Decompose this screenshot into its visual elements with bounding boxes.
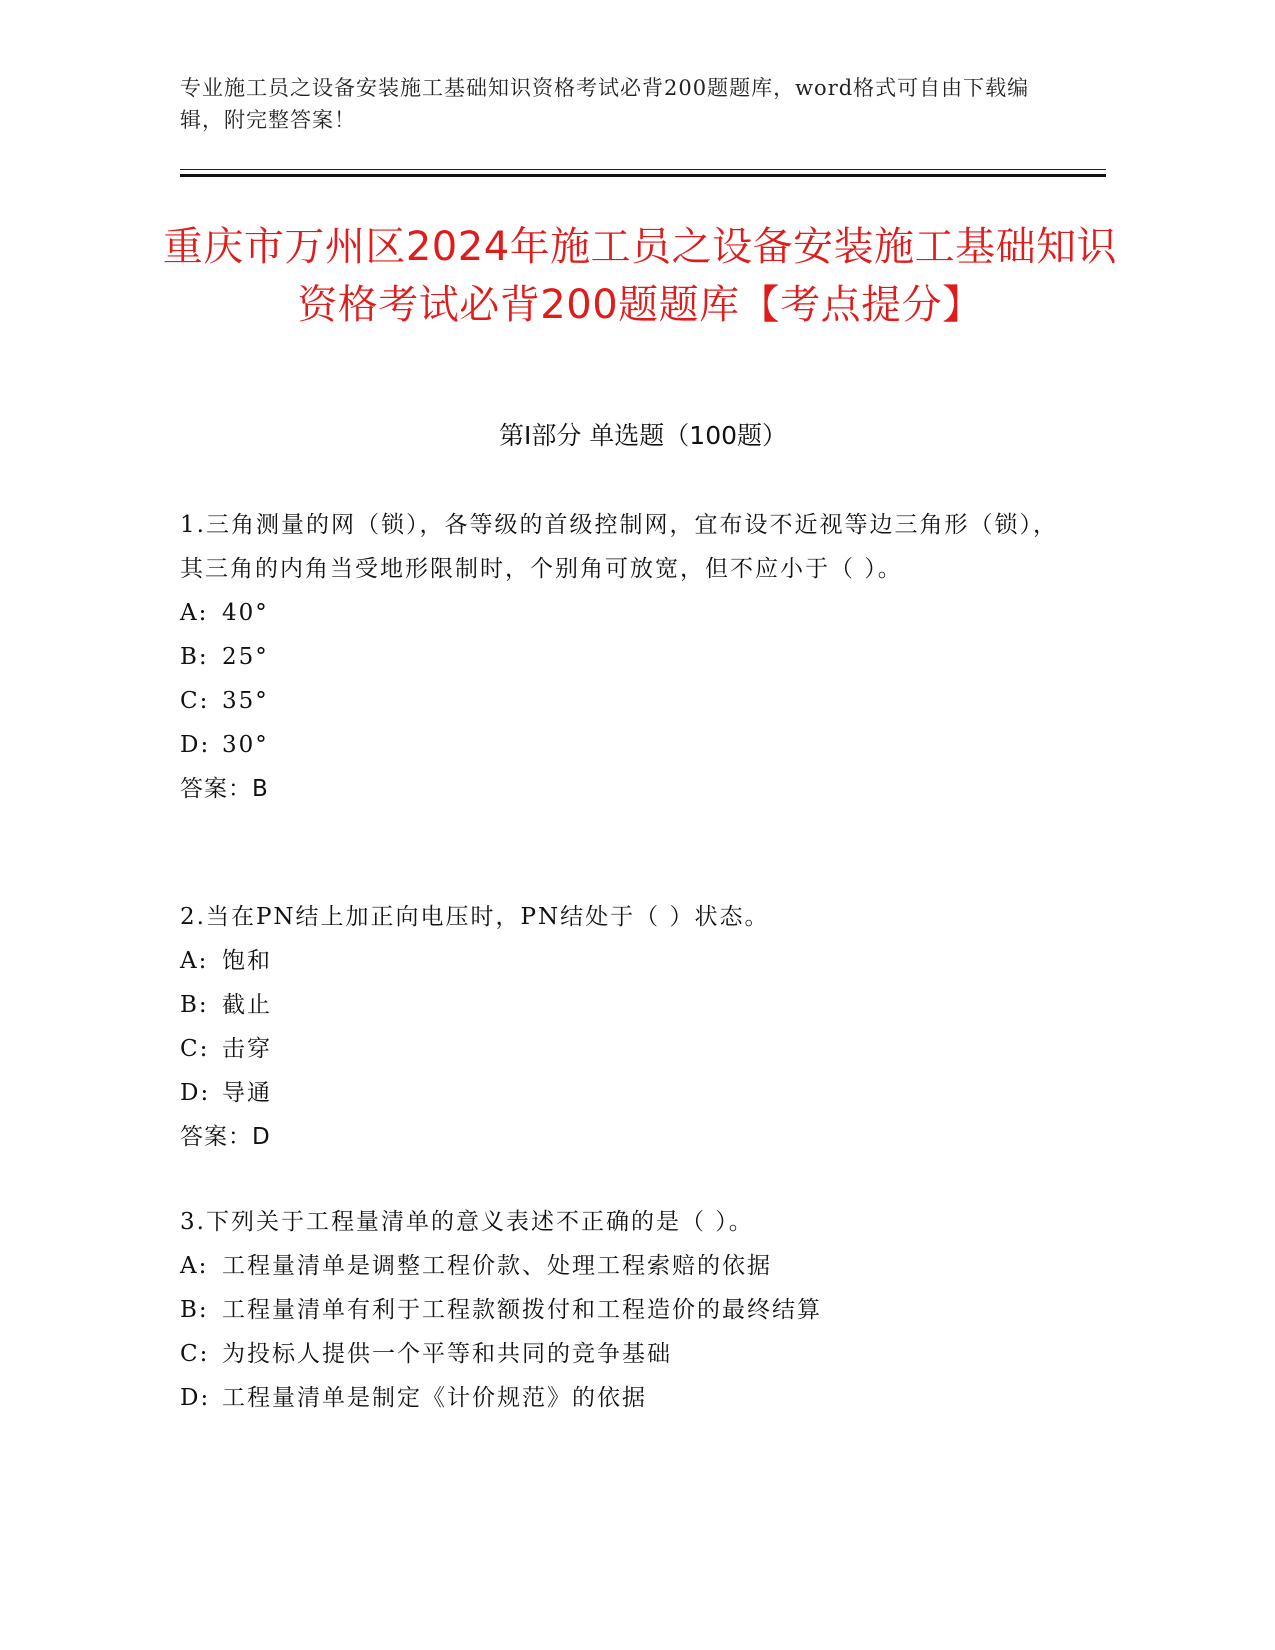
option-text: 截止 — [222, 992, 272, 1018]
question-stem: 3.下列关于工程量清单的意义表述不正确的是（ ）。 — [180, 1209, 754, 1235]
option-text: 导通 — [222, 1080, 272, 1106]
option-d — [180, 1071, 1060, 1115]
option-b — [180, 983, 1060, 1027]
option-d — [180, 1376, 1060, 1420]
option-text: 饱和 — [222, 948, 272, 974]
option-text: 工程量清单是调整工程价款、处理工程索赔的依据 — [222, 1253, 772, 1279]
option-text: 25° — [222, 644, 269, 670]
option-text: 击穿 — [222, 1036, 272, 1062]
option-text: 40° — [222, 600, 269, 626]
option-b — [180, 635, 1060, 679]
option-letter: C: — [180, 1341, 210, 1367]
option-letter: D: — [180, 1385, 211, 1411]
option-text: 35° — [222, 688, 269, 714]
option-a — [180, 1244, 1060, 1288]
option-text: 工程量清单是制定《计价规范》的依据 — [222, 1385, 647, 1411]
option-letter: A: — [180, 948, 209, 974]
option-letter: D: — [180, 732, 211, 758]
header-note: 专业施工员之设备安装施工基础知识资格考试必背200题题库，word格式可自由下载编辑，附完整答案！ — [180, 76, 1030, 132]
option-letter: A: — [180, 600, 209, 626]
option-letter: D: — [180, 1080, 211, 1106]
question-1 — [180, 503, 1060, 811]
option-b — [180, 1288, 1060, 1332]
header-divider-thin — [180, 169, 1106, 170]
header-divider-thick — [180, 174, 1106, 177]
option-letter: B: — [180, 1297, 209, 1323]
option-text: 工程量清单有利于工程款额拨付和工程造价的最终结算 — [222, 1297, 822, 1323]
document-title: 重庆市万州区2024年施工员之设备安装施工基础知识资格考试必背200题题库【考点提分】 — [162, 224, 1118, 328]
option-letter: C: — [180, 1036, 210, 1062]
option-a — [180, 939, 1060, 983]
question-stem: 2.当在PN结上加正向电压时，PN结处于（ ）状态。 — [180, 904, 770, 930]
question-2 — [180, 895, 1060, 1159]
question-3 — [180, 1200, 1060, 1420]
option-a — [180, 591, 1060, 635]
option-c — [180, 1332, 1060, 1376]
option-c — [180, 679, 1060, 723]
option-text: 30° — [222, 732, 269, 758]
section-title: 第Ⅰ部分 单选题（100题） — [498, 421, 788, 450]
answer-line: 答案：B — [180, 776, 269, 802]
option-d — [180, 723, 1060, 767]
answer-line: 答案：D — [180, 1124, 271, 1150]
option-letter: A: — [180, 1253, 209, 1279]
option-letter: B: — [180, 644, 209, 670]
question-stem: 1.三角测量的网（锁），各等级的首级控制网，宜布设不近视等边三角形（锁），其三角的内角当受地形限制时，个别角可放宽，但不应小于（ ）。 — [180, 512, 1058, 582]
option-letter: C: — [180, 688, 210, 714]
option-c — [180, 1027, 1060, 1071]
option-text: 为投标人提供一个平等和共同的竞争基础 — [222, 1341, 672, 1367]
option-letter: B: — [180, 992, 209, 1018]
